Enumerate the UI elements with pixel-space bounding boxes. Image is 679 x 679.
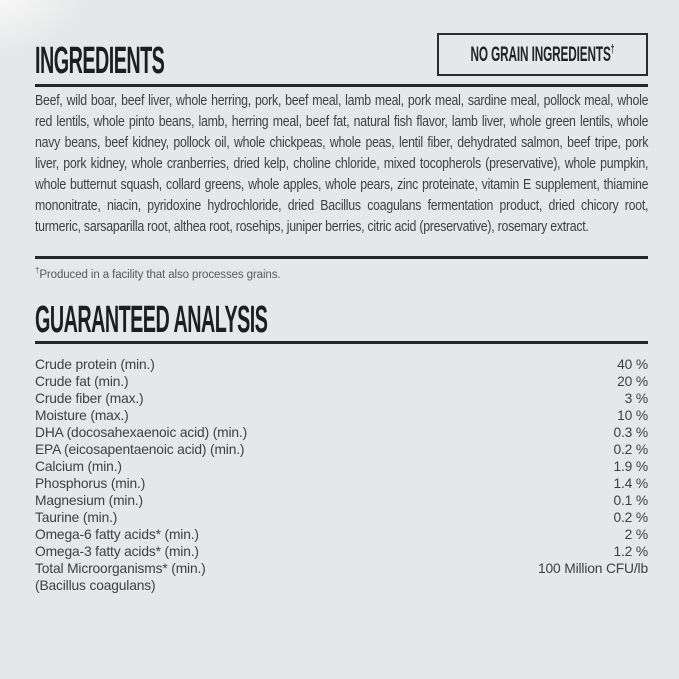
no-grain-badge-text <box>471 42 615 67</box>
analysis-row <box>35 492 648 509</box>
ingredients-list-text: Beef, wild boar, beef liver, whole herring, pork, beef meal, lamb meal, pork meal, sardine meal, pollock meal, whole red lentils, whole pinto beans, lamb, herring meal, beef fat, natural fish flavor, lamb liver, whole green lentils, whole navy beans, beef kidney, pollock oil, whole chickpeas, whole peas, lentil fiber, dehydrated salmon, beef tripe, pork liver, pork kidney, whole cranberries, dried kelp, choline chloride, mixed tocopherols (preservative), whole pumpkin, whole butternut squash, collard greens, whole apples, whole pears, zinc proteinate, vitamin E supplement, thiamine mononitrate, niacin, pyridoxine hydrochloride, dried Bacillus coagulans fermentation product, dried chicory root, turmeric, sarsaparilla root, althea root, rosehips, juniper berries, citric acid (preservative), rosemary extract. <box>35 92 649 235</box>
analysis-row-label: Total Microorganisms* (min.) <box>35 561 206 576</box>
analysis-row-label: DHA (docosahexaenoic acid) (min.) <box>35 425 248 440</box>
analysis-row-value: 3 % <box>624 391 648 406</box>
analysis-row <box>35 424 648 441</box>
analysis-row-label: Magnesium (min.) <box>35 493 144 508</box>
analysis-row <box>35 560 648 577</box>
analysis-row-label: Omega-6 fatty acids* (min.) <box>35 527 199 542</box>
analysis-row-value: 10 % <box>617 408 648 423</box>
analysis-row-label: Calcium (min.) <box>35 459 122 474</box>
ingredients-heading-divider <box>35 84 648 87</box>
analysis-row-label: Phosphorus (min.) <box>35 476 146 491</box>
analysis-row <box>35 458 648 475</box>
no-grain-badge <box>437 33 648 76</box>
footnote-divider <box>35 256 648 259</box>
analysis-row-value: 0.1 % <box>613 493 648 508</box>
analysis-row-label: Crude protein (min.) <box>35 357 155 372</box>
analysis-heading-divider <box>35 341 648 344</box>
analysis-row <box>35 356 648 373</box>
analysis-row <box>35 373 648 390</box>
grain-facility-footnote <box>35 266 280 281</box>
analysis-row-value: 1.4 % <box>613 476 648 491</box>
analysis-row-label: Omega-3 fatty acids* (min.) <box>35 544 199 559</box>
analysis-row <box>35 407 648 424</box>
guaranteed-analysis-title: GUARANTEED ANALYSIS <box>35 299 268 341</box>
analysis-table <box>35 356 648 594</box>
analysis-row-label: EPA (eicosapentaenoic acid) (min.) <box>35 442 245 457</box>
analysis-row-label: Crude fiber (max.) <box>35 391 144 406</box>
dagger-superscript: † <box>610 42 615 56</box>
analysis-row-value: 1.9 % <box>613 459 648 474</box>
analysis-row-value: 0.2 % <box>613 442 648 457</box>
no-grain-badge-label: NO GRAIN INGREDIENTS <box>470 43 611 66</box>
analysis-row-value: 0.3 % <box>613 425 648 440</box>
analysis-row-value: 2 % <box>624 527 648 542</box>
analysis-row <box>35 543 648 560</box>
analysis-row-value: 100 Million CFU/lb <box>537 561 648 576</box>
analysis-row-label: Moisture (max.) <box>35 408 129 423</box>
ingredients-section-title: INGREDIENTS <box>35 40 165 82</box>
analysis-row <box>35 509 648 526</box>
footnote-text: Produced in a facility that also processes grains. <box>39 268 281 281</box>
analysis-row-label: (Bacillus coagulans) <box>35 578 156 593</box>
analysis-row <box>35 441 648 458</box>
analysis-row-label: Taurine (min.) <box>35 510 118 525</box>
analysis-row-value: 0.2 % <box>613 510 648 525</box>
analysis-row <box>35 526 648 543</box>
analysis-row <box>35 475 648 492</box>
analysis-row-value: 40 % <box>617 357 648 372</box>
analysis-row-value: 20 % <box>617 374 648 389</box>
dagger-superscript: † <box>35 266 40 275</box>
analysis-row <box>35 390 648 407</box>
analysis-row-label: Crude fat (min.) <box>35 374 129 389</box>
analysis-row <box>35 577 648 594</box>
analysis-row-value: 1.2 % <box>613 544 648 559</box>
